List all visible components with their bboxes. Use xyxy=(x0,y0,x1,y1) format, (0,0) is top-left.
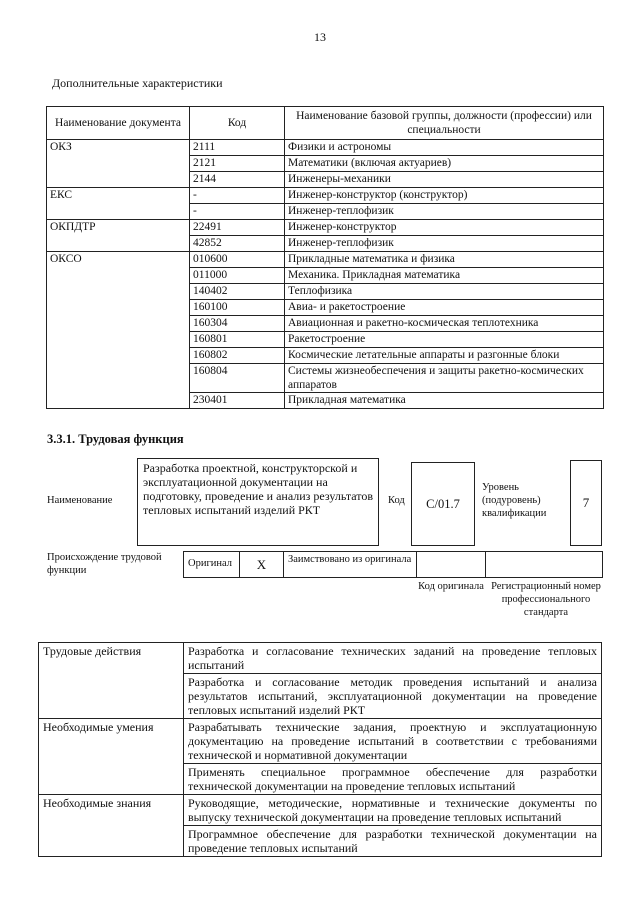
characteristics-body xyxy=(47,140,604,409)
code-label: Код xyxy=(388,495,405,506)
function-heading: 3.3.1. Трудовая функция xyxy=(47,432,184,446)
code-cell: 160801 xyxy=(190,332,285,348)
table-row xyxy=(39,719,602,764)
header-code: Код xyxy=(190,107,285,140)
reg-number-caption: Регистрационный номер профессионального стандарта xyxy=(491,581,601,618)
table-row xyxy=(47,188,604,204)
table-row xyxy=(47,140,604,156)
item-cell: Программное обеспечение для разработки технической документации на проведение тепловых испытаний xyxy=(184,826,602,857)
doc-cell: ОКЗ xyxy=(47,140,190,188)
code-cell: 22491 xyxy=(190,220,285,236)
specialty-cell: Прикладные математика и физика xyxy=(285,252,604,268)
code-cell: 230401 xyxy=(190,393,285,409)
item-cell: Разработка и согласование технических заданий на проведение тепловых испытаний xyxy=(184,643,602,674)
code-cell: 160804 xyxy=(190,364,285,393)
borrowed-cell xyxy=(283,551,417,578)
table-row xyxy=(39,643,602,674)
doc-cell: ОКСО xyxy=(47,252,190,409)
header-name: Наименование базовой группы, должности (профессии) или специальности xyxy=(285,107,604,140)
function-name-box: Разработка проектной, конструкторской и эксплуатационной документации на подготовку, проведение и анализ результатов тепловых испытаний изделий РКТ xyxy=(137,458,379,546)
section-label: Необходимые умения xyxy=(39,719,184,795)
specialty-cell: Математики (включая актуариев) xyxy=(285,156,604,172)
item-cell: Разрабатывать технические задания, проектную и эксплуатационную документацию на проведение испытаний в соответствии с требованиями технической и нормативной документации xyxy=(184,719,602,764)
code-cell: - xyxy=(190,188,285,204)
origin-label: Происхождение трудовой функции xyxy=(47,552,162,576)
code-cell: - xyxy=(190,204,285,220)
code-original-caption: Код оригинала xyxy=(418,581,484,592)
specialty-cell: Авиа- и ракетостроение xyxy=(285,300,604,316)
actions-body xyxy=(39,643,602,857)
code-cell: 010600 xyxy=(190,252,285,268)
specialty-cell: Теплофизика xyxy=(285,284,604,300)
original-mark-cell xyxy=(239,551,284,578)
code-cell: 2121 xyxy=(190,156,285,172)
borrowed-label: Заимствовано из оригинала xyxy=(288,554,412,565)
item-cell: Применять специальное программное обеспечение для разработки технической документации на проведение тепловых испытаний xyxy=(184,764,602,795)
code-cell: 42852 xyxy=(190,236,285,252)
item-cell: Разработка и согласование методик проведения испытаний и анализа результатов испытаний, эксплуатационной документации на проведение тепловых испытаний изделий РКТ xyxy=(184,674,602,719)
specialty-cell: Физики и астрономы xyxy=(285,140,604,156)
doc-cell: ОКПДТР xyxy=(47,220,190,252)
table-row xyxy=(39,795,602,826)
characteristics-table xyxy=(46,106,604,409)
level-box: 7 xyxy=(570,460,602,546)
reg-number-cell xyxy=(485,551,603,578)
specialty-cell: Инженер-конструктор (конструктор) xyxy=(285,188,604,204)
code-cell: 2111 xyxy=(190,140,285,156)
specialty-cell: Ракетостроение xyxy=(285,332,604,348)
page-number: 13 xyxy=(314,30,326,44)
code-original-cell xyxy=(416,551,486,578)
specialty-cell: Инженеры-механики xyxy=(285,172,604,188)
original-mark: X xyxy=(256,556,267,572)
code-cell: 160802 xyxy=(190,348,285,364)
specialty-cell: Инженер-конструктор xyxy=(285,220,604,236)
table-row xyxy=(47,220,604,236)
original-cell xyxy=(183,551,240,578)
origin-row xyxy=(183,551,603,578)
specialty-cell: Прикладная математика xyxy=(285,393,604,409)
name-label: Наименование xyxy=(47,495,113,506)
header-doc: Наименование документа xyxy=(47,107,190,140)
code-cell: 011000 xyxy=(190,268,285,284)
code-cell: 2144 xyxy=(190,172,285,188)
code-cell: 140402 xyxy=(190,284,285,300)
specialty-cell: Инженер-теплофизик xyxy=(285,204,604,220)
specialty-cell: Механика. Прикладная математика xyxy=(285,268,604,284)
function-code-box: С/01.7 xyxy=(411,462,475,546)
specialty-cell: Инженер-теплофизик xyxy=(285,236,604,252)
specialty-cell: Системы жизнеобеспечения и защиты ракетно-космических аппаратов xyxy=(285,364,604,393)
table-header-row xyxy=(47,107,604,140)
code-cell: 160100 xyxy=(190,300,285,316)
level-label: Уровень (подуровень) квалификации xyxy=(482,482,547,519)
section-label: Необходимые знания xyxy=(39,795,184,857)
specialty-cell: Авиационная и ракетно-космическая теплотехника xyxy=(285,316,604,332)
section-title: Дополнительные характеристики xyxy=(52,76,223,90)
actions-table xyxy=(38,642,602,857)
table-row xyxy=(47,252,604,268)
doc-cell: ЕКС xyxy=(47,188,190,220)
code-cell: 160304 xyxy=(190,316,285,332)
original-label: Оригинал xyxy=(188,558,232,569)
section-label: Трудовые действия xyxy=(39,643,184,719)
item-cell: Руководящие, методические, нормативные и технические документы по выпуску технической документации на проведение тепловых испытаний xyxy=(184,795,602,826)
specialty-cell: Космические летательные аппараты и разгонные блоки xyxy=(285,348,604,364)
